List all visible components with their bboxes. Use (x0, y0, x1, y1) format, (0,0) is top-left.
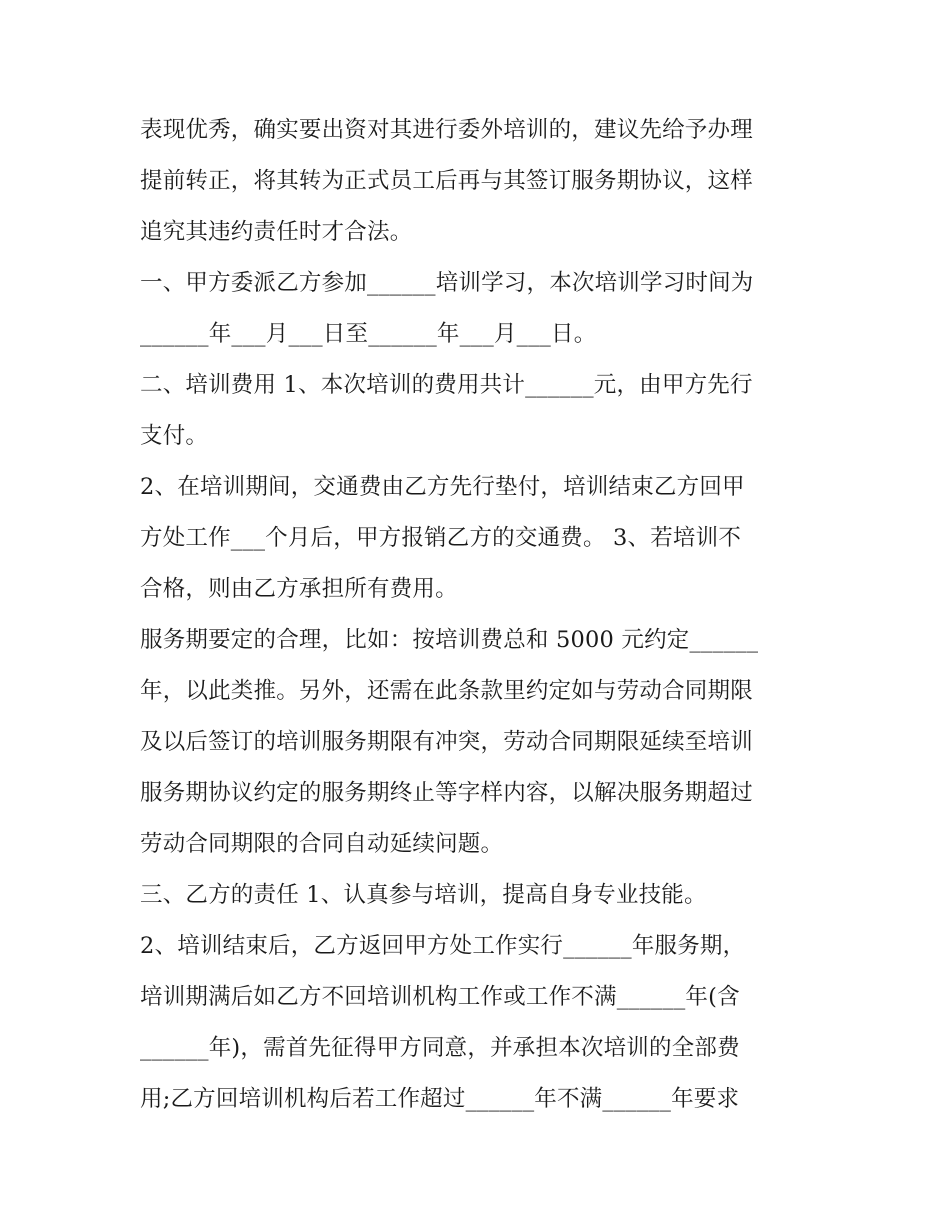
text-line: 一、甲方委派乙方参加______培训学习，本次培训学习时间为 (140, 270, 754, 296)
text-line: 提前转正，将其转为正式员工后再与其签订服务期协议，这样 (140, 168, 753, 194)
text-line: 2、在培训期间，交通费由乙方先行垫付，培训结束乙方回甲 (140, 474, 745, 500)
text-line: 表现优秀，确实要出资对其进行委外培训的，建议先给予办理 (140, 117, 753, 143)
text-line: 追究其违约责任时才合法。 (140, 219, 413, 245)
text-line: 及以后签订的培训服务期限有冲突，劳动合同期限延续至培训 (140, 729, 753, 755)
text-line: ______年)，需首先征得甲方同意，并承担本次培训的全部费 (140, 1035, 740, 1061)
text-line: 二、培训费用 1、本次培训的费用共计______元，由甲方先行 (140, 372, 753, 398)
text-line: 用;乙方回培训机构后若工作超过______年不满______年要求 (140, 1086, 740, 1112)
text-line: 服务期要定的合理，比如：按培训费总和 5000 元约定______ (140, 627, 759, 653)
text-line: 服务期协议约定的服务期终止等字样内容，以解决服务期超过 (140, 780, 753, 806)
text-line: 劳动合同期限的合同自动延续问题。 (140, 831, 504, 857)
text-line: 方处工作___个月后，甲方报销乙方的交通费。 3、若培训不 (140, 525, 742, 551)
text-line: 2、培训结束后，乙方返回甲方处工作实行______年服务期， (140, 933, 746, 959)
text-line: 三、乙方的责任 1、认真参与培训，提高自身专业技能。 (140, 882, 707, 908)
text-line: 合格，则由乙方承担所有费用。 (140, 576, 458, 602)
text-line: 培训期满后如乙方不回培训机构工作或工作不满______年(含 (140, 984, 740, 1010)
text-line: 支付。 (140, 423, 209, 449)
text-line: 年，以此类推。另外，还需在此条款里约定如与劳动合同期限 (140, 678, 753, 704)
document-body (140, 105, 820, 1125)
text-line: ______年___月___日至______年___月___日。 (140, 321, 597, 347)
